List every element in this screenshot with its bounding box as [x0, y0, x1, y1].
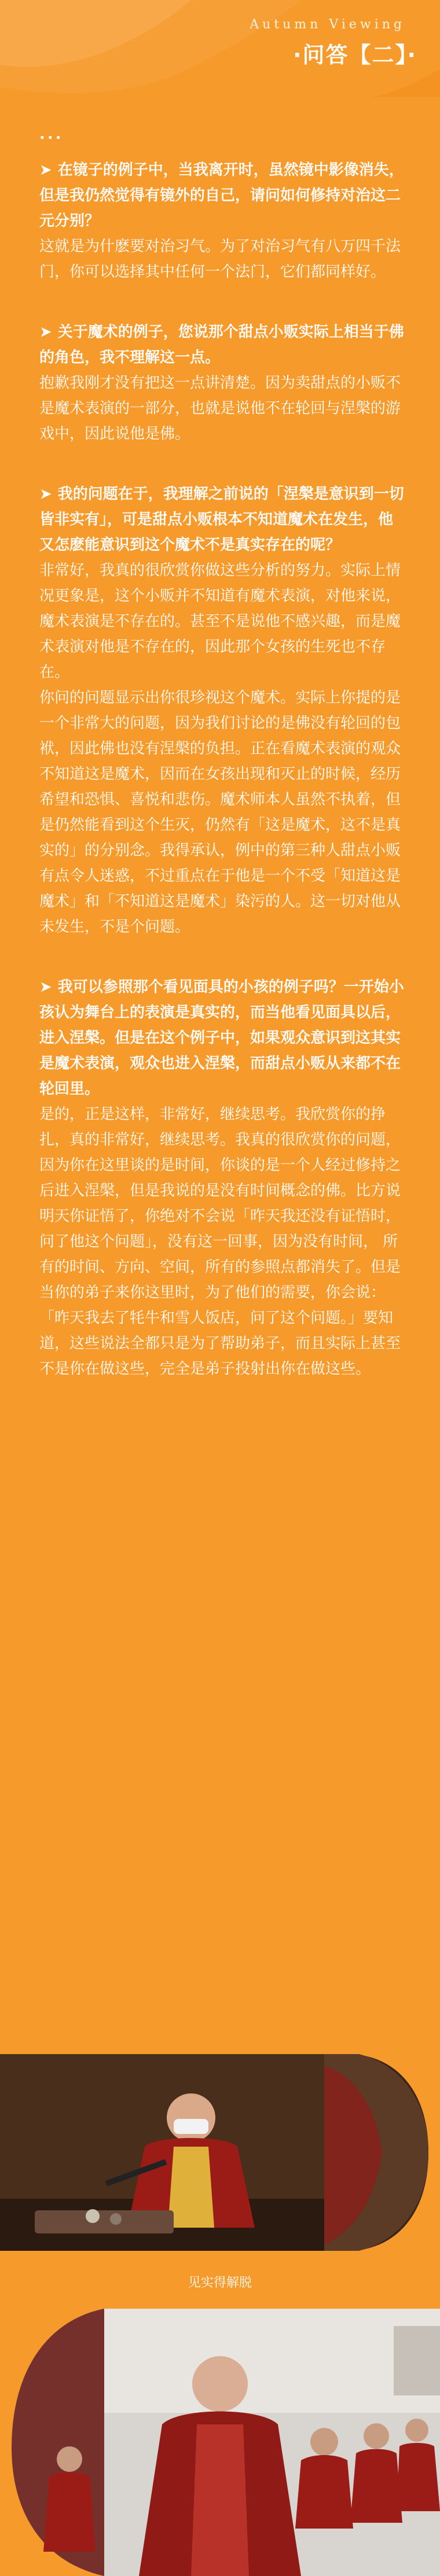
arrow-icon: ➤	[39, 978, 52, 996]
article-content	[39, 122, 408, 1416]
answer-4-paragraph-1: 是的，正是这样，非常好，继续思考。我欣赏你的挣扎，真的非常好，继续思考。我真的很欣赏你的问题，因为你在这里谈的是时间，你谈的是一个人经过修持之后进入涅槃，但是我说的是没有时间概念的佛。比方说明天你证悟了，你绝对不会说「昨天我还没有证悟时，问了他这个问题」，没有这一回事，因为没有时间， 所有的时间、方向、空间，所有的参照点都消失了。但是当你的弟子来你这里时，为了他们的需要，你会说：「昨天我去了牦牛和雪人饭店，问了这个问题。」要知道，这些说法全都只是为了帮助弟子，而且实际上甚至不是你在做这些，完全是弟子投射出你在做这些。	[39, 1106, 401, 1378]
qa-block-1	[39, 157, 408, 285]
question-2	[39, 319, 408, 370]
arrow-icon: ➤	[39, 323, 52, 341]
teacher-photo-2	[0, 2309, 440, 2576]
photo-caption: 见实得解脱	[188, 2276, 252, 2290]
header-subtitle: Autumn Viewing	[250, 17, 405, 32]
question-4	[39, 974, 408, 1102]
question-text: 我可以参照那个看见面具的小孩的例子吗？一开始小孩认为舞台上的表演是真实的，而当他看见面具以后，进入涅槃。但是在这个例子中，如果观众意识到这其实是魔术表演，观众也进入涅槃，而甜点小贩从来都不在轮回里。	[39, 978, 404, 1098]
header-title: ·问答【二】·	[293, 42, 417, 68]
answer-3-paragraph-2: 你问的问题显示出你很珍视这个魔术。实际上你提的是一个非常大的问题，因为我们讨论的是佛没有轮回的包袱，因此佛也没有涅槃的负担。正在看魔术表演的观众不知道这是魔术，因而在女孩出现和灭止的时候，经历希望和恐惧、喜悦和悲伤。魔术师本人虽然不执着，但是仍然能看到这个生灭，仍然有「这是魔术，这不是真实的」的分别念。我得承认，例中的第三种人甜点小贩有点令人迷惑，不过重点在于他是一个不受「知道这是魔术」和「不知道这是魔术」染污的人。这一切对他从未发生，不是个问题。	[39, 689, 401, 936]
arrow-icon: ➤	[39, 161, 52, 179]
qa-block-2	[39, 319, 408, 447]
arrow-icon: ➤	[39, 485, 52, 503]
answer-1-paragraph-1: 这就是为什麽要对治习气。为了对治习气有八万四千法门，你可以选择其中任何一个法门，它们都同样好。	[39, 238, 401, 281]
question-text: 在镜子的例子中，当我离开时，虽然镜中影像消失，但是我仍然觉得有镜外的自己，请问如何修持对治这二元分别？	[39, 161, 404, 230]
answer-2-paragraph-1: 抱歉我刚才没有把这一点讲清楚。因为卖甜点的小贩不是魔术表演的一部分，也就是说他不在轮回与涅槃的游戏中，因此说他是佛。	[39, 374, 401, 443]
qa-block-3	[39, 481, 408, 940]
question-text: 我的问题在于，我理解之前说的「涅槃是意识到一切皆非实有」，可是甜点小贩根本不知道魔术在发生，他又怎麽能意识到这个魔术不是真实存在的呢？	[39, 485, 404, 554]
answer-3-paragraph-1: 非常好，我真的很欣赏你做这些分析的努力。实际上情况更象是，这个小贩并不知道有魔术表演，对他来说，魔术表演是不存在的。甚至不是说他不感兴趣，而是魔术表演对他是不存在的，因此那个女孩的生死也不存在。	[39, 562, 401, 681]
qa-block-4	[39, 974, 408, 1382]
ellipsis: ...	[39, 126, 64, 143]
question-3	[39, 481, 408, 558]
teacher-photo-1	[0, 2054, 440, 2251]
question-text: 关于魔术的例子，您说那个甜点小贩实际上相当于佛的角色，我不理解这一点。	[39, 323, 404, 366]
question-1	[39, 157, 408, 234]
